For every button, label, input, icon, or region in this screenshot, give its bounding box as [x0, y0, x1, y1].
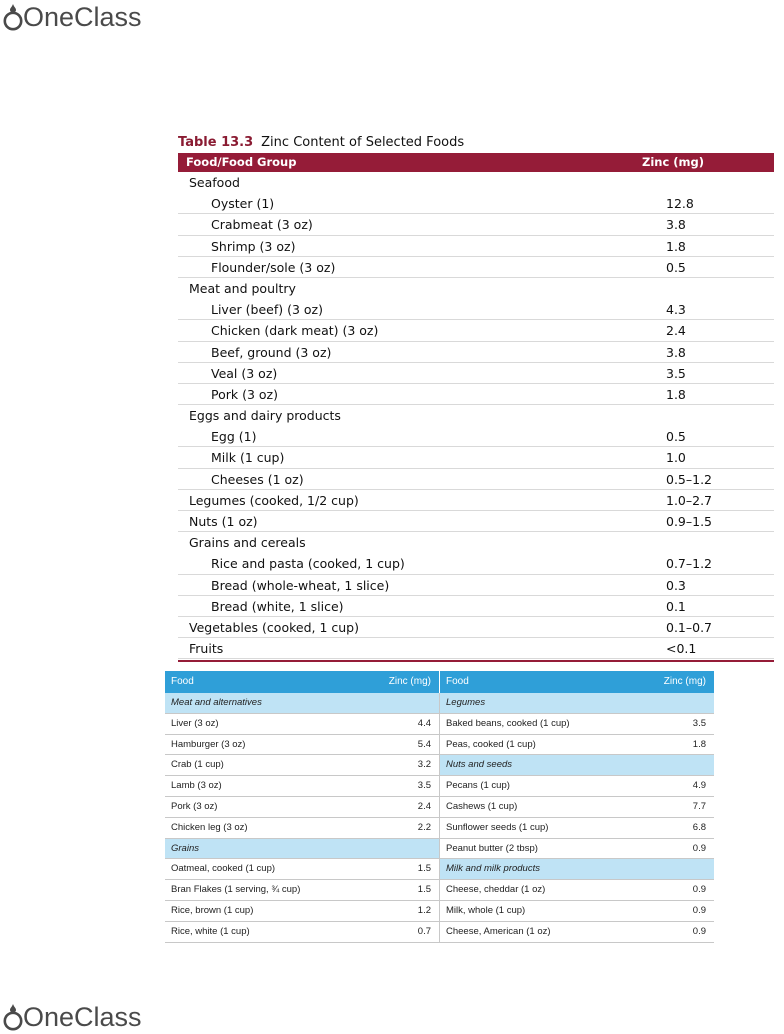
brand-name: OneClass [23, 1001, 142, 1032]
food-cell: Cheeses (1 oz) [211, 471, 304, 487]
zinc-cell: 1.5 [417, 863, 431, 875]
food-cell: Nuts (1 oz) [189, 514, 258, 529]
food-cell: Chicken leg (3 oz) [171, 821, 248, 833]
category-row [440, 859, 714, 880]
food-cell: Bread (white, 1 slice) [211, 598, 344, 614]
header-zinc-left: Zinc (mg) [388, 676, 431, 687]
zinc-table-13-3 [178, 134, 774, 662]
zinc-cell: 0.1–0.7 [666, 619, 713, 635]
group-row [178, 278, 774, 299]
table-row [178, 575, 774, 596]
table2-header-row [165, 671, 714, 693]
table-row [440, 776, 714, 797]
food-cell: Seafood [189, 175, 240, 190]
zinc-cell: 0.9 [692, 884, 706, 896]
table-row [440, 922, 714, 943]
zinc-cell: 6.8 [692, 821, 706, 833]
table-body [178, 172, 774, 659]
food-cell: Bran Flakes (1 serving, ¾ cup) [171, 884, 301, 896]
oneclass-logo-icon [2, 2, 24, 32]
zinc-cell [666, 693, 714, 713]
zinc-cell: 4.3 [666, 302, 686, 318]
food-cell: Egg (1) [211, 429, 257, 445]
table-row [178, 638, 774, 659]
food-cell: Oatmeal, cooked (1 cup) [171, 863, 276, 875]
food-cell: Vegetables (cooked, 1 cup) [189, 619, 359, 635]
zinc-cell [666, 755, 714, 775]
table-header-row [178, 153, 774, 172]
food-cell: Lamb (3 oz) [171, 780, 222, 792]
table-row [440, 839, 714, 860]
food-cell: Pork (3 oz) [211, 386, 278, 402]
zinc-cell: 4.4 [417, 717, 431, 729]
food-cell: Fruits [189, 641, 224, 657]
food-cell: Liver (3 oz) [171, 717, 219, 729]
table-bottom-rule [178, 660, 774, 662]
zinc-cell: 1.0 [666, 450, 686, 466]
food-cell: Meat and alternatives [171, 697, 262, 708]
food-cell: Pecans (1 cup) [446, 780, 510, 792]
food-cell: Shrimp (3 oz) [211, 238, 296, 254]
table-row [178, 469, 774, 490]
food-cell: Baked beans, cooked (1 cup) [446, 717, 570, 729]
table-row [440, 714, 714, 735]
food-cell: Cheese, American (1 oz) [446, 925, 551, 937]
table2-left-column [165, 693, 440, 943]
zinc-cell: 3.8 [666, 217, 686, 233]
food-cell: Milk and milk products [446, 863, 540, 875]
food-cell: Crabmeat (3 oz) [211, 217, 313, 233]
table-row [165, 755, 439, 776]
table-row [178, 553, 774, 574]
zinc-cell: 0.9 [692, 925, 706, 937]
zinc-cell [391, 839, 439, 859]
zinc-cell: 7.7 [692, 800, 706, 812]
table-row [165, 714, 439, 735]
food-cell: Rice, white (1 cup) [171, 925, 250, 937]
zinc-cell: 1.8 [666, 238, 686, 254]
zinc-cell: 0.7 [417, 925, 431, 937]
category-row [165, 839, 439, 860]
zinc-cell: 0.9–1.5 [666, 514, 713, 529]
group-row [178, 172, 774, 193]
header-food-left: Food [171, 676, 194, 687]
zinc-cell: 1.5 [417, 884, 431, 896]
table-row [440, 818, 714, 839]
food-cell: Milk, whole (1 cup) [446, 904, 526, 916]
table-caption [178, 134, 774, 152]
zinc-cell: 1.8 [666, 386, 686, 402]
table-row [178, 596, 774, 617]
table-row [165, 880, 439, 901]
zinc-cell: 3.5 [417, 780, 431, 792]
table-row [178, 342, 774, 363]
food-cell: Sunflower seeds (1 cup) [446, 821, 549, 833]
table-row [440, 735, 714, 756]
zinc-cell: 0.5 [666, 259, 686, 275]
zinc-cell [391, 693, 439, 713]
food-cell: Rice and pasta (cooked, 1 cup) [211, 556, 405, 572]
table-row [178, 447, 774, 468]
brand-name: OneClass [23, 1, 142, 32]
table-row [165, 901, 439, 922]
zinc-cell [614, 532, 774, 553]
category-row [165, 693, 439, 714]
zinc-cell: 1.0–2.7 [666, 492, 713, 508]
table-row [178, 299, 774, 320]
food-cell: Oyster (1) [211, 196, 275, 212]
food-cell: Peas, cooked (1 cup) [446, 738, 536, 750]
food-cell: Chicken (dark meat) (3 oz) [211, 323, 379, 339]
table-title: Zinc Content of Selected Foods [261, 135, 465, 150]
zinc-cell [614, 405, 774, 426]
category-row [440, 755, 714, 776]
table-row [178, 320, 774, 341]
zinc-cell: 3.8 [666, 344, 686, 360]
zinc-cell: 0.1 [666, 598, 686, 614]
zinc-cell: 3.2 [417, 759, 431, 771]
table-row [178, 384, 774, 405]
table-row [165, 922, 439, 943]
zinc-cell: 12.8 [666, 196, 694, 212]
food-cell: Grains and cereals [189, 535, 306, 551]
table-row [178, 363, 774, 384]
oneclass-logo-bottom [2, 1000, 142, 1034]
category-row [440, 693, 714, 714]
table-row [178, 617, 774, 638]
food-cell: Legumes (cooked, 1/2 cup) [189, 492, 359, 508]
table-row [178, 214, 774, 235]
table-row [178, 236, 774, 257]
oneclass-logo-top [2, 0, 142, 34]
zinc-cell [614, 278, 774, 299]
zinc-cell: 2.4 [666, 323, 686, 339]
table-row [440, 901, 714, 922]
zinc-cell: 2.4 [417, 800, 431, 812]
zinc-cell: 0.3 [666, 577, 686, 593]
food-cell: Nuts and seeds [446, 759, 513, 771]
table-row [165, 797, 439, 818]
table-row [178, 490, 774, 511]
zinc-cell: <0.1 [666, 641, 697, 657]
zinc-cell: 3.5 [692, 717, 706, 729]
zinc-cell: 0.7–1.2 [666, 556, 713, 572]
food-cell: Rice, brown (1 cup) [171, 904, 254, 916]
header-food-right: Food [446, 676, 469, 687]
food-cell: Liver (beef) (3 oz) [211, 302, 323, 318]
food-cell: Milk (1 cup) [211, 450, 285, 466]
food-cell: Grains [171, 842, 199, 854]
table-row [440, 797, 714, 818]
header-food-group: Food/Food Group [186, 155, 297, 169]
zinc-table-2 [165, 671, 714, 943]
group-row [178, 405, 774, 426]
food-cell: Crab (1 cup) [171, 759, 224, 771]
food-cell: Veal (3 oz) [211, 365, 278, 381]
table-row [178, 426, 774, 447]
zinc-cell: 0.9 [692, 842, 706, 854]
food-cell: Cashews (1 cup) [446, 800, 518, 812]
group-row [178, 532, 774, 553]
table-row [165, 859, 439, 880]
oneclass-logo-icon [2, 1002, 24, 1032]
zinc-cell: 1.8 [692, 738, 706, 750]
zinc-cell [666, 859, 714, 879]
table-row [440, 880, 714, 901]
food-cell: Bread (whole-wheat, 1 slice) [211, 577, 390, 593]
zinc-cell: 0.5–1.2 [666, 471, 713, 487]
header-zinc-right: Zinc (mg) [663, 676, 706, 687]
food-cell: Flounder/sole (3 oz) [211, 259, 336, 275]
food-cell: Legumes [446, 697, 486, 708]
food-cell: Pork (3 oz) [171, 800, 218, 812]
zinc-cell: 4.9 [692, 780, 706, 792]
table-row [178, 257, 774, 278]
table-row [165, 735, 439, 756]
food-cell: Peanut butter (2 tbsp) [446, 842, 538, 854]
zinc-cell: 0.9 [692, 904, 706, 916]
zinc-cell: 5.4 [417, 738, 431, 750]
header-zinc: Zinc (mg) [642, 155, 705, 169]
food-cell: Meat and poultry [189, 280, 296, 296]
food-cell: Eggs and dairy products [189, 408, 341, 424]
zinc-cell: 2.2 [417, 821, 431, 833]
table-row [178, 511, 774, 532]
zinc-cell: 3.5 [666, 365, 686, 381]
table-row [165, 818, 439, 839]
zinc-cell: 1.2 [417, 904, 431, 916]
zinc-cell: 0.5 [666, 429, 686, 445]
table-row [165, 776, 439, 797]
food-cell: Cheese, cheddar (1 oz) [446, 884, 546, 896]
table-row [178, 193, 774, 214]
food-cell: Beef, ground (3 oz) [211, 344, 332, 360]
table-number: Table 13.3 [178, 135, 254, 150]
food-cell: Hamburger (3 oz) [171, 738, 246, 750]
zinc-cell [614, 172, 774, 193]
table2-right-column [440, 693, 714, 943]
